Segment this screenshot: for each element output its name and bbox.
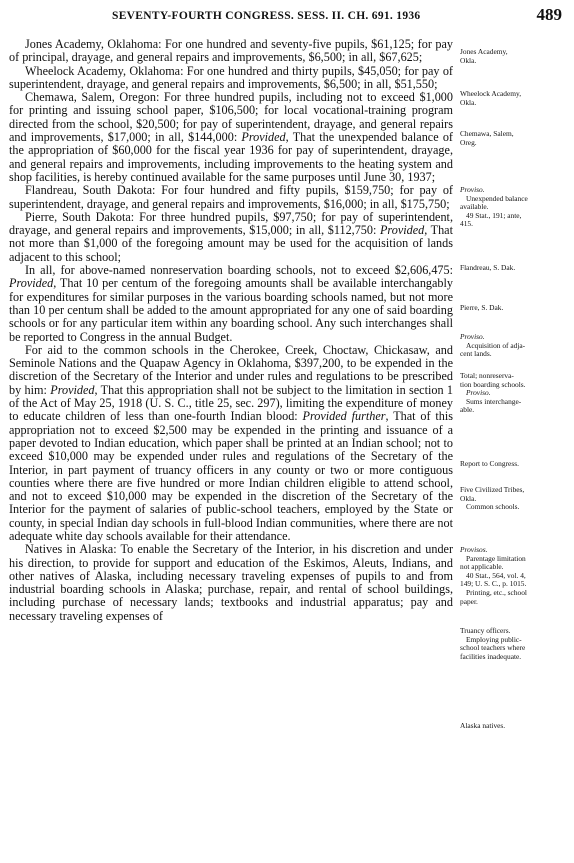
paragraph-pierre: Pierre, South Dakota: For three hundred pupils, $97,750; for pay of superintendent, drayage, and general repairs and improvements, $15,000; in all, $112,750: Provided, That not more than $1,000 of the foregoing amount may be used for the acquisition of lands adjacent to this school; xyxy=(9,209,453,264)
paragraph-alaska: Natives in Alaska: To enable the Secretary of the Interior, in his discretion and under his direction, to provide for support and education of the Eskimos, Aleuts, Indians, and other natives of Alaska, including necessary traveling expenses of pupils to and from industrial boarding schools in Alaska; purchase, repair, and rental of school buildings, including purchase of necessary lands; textbooks and industrial apparatus; pay and necessary traveling expenses of xyxy=(9,542,453,623)
paragraph-common-schools: For aid to the common schools in the Cherokee, Creek, Choctaw, Chickasaw, and Seminole Nations and the Quapaw Agency in Oklahoma, $397,200, to be expended in the discretion of the Secretary of the Interior and under rules and regulations to be prescribed by him: Provided, That this appropriation shall not be subject to the limitation in section 1 of the Act of May 25, 1918 (U. S. C., title 25, sec. 297), limiting the expenditure of money to educate children of less than one-fourth Indian blood: Provided further, That of this appropriation not to exceed $2,500 may be expended in the printing and issuance of a paper devoted to Indian education, which paper shall be printed at an Indian school; not to exceed $10,000 may be expended under rules and regulations of the Secretary of the Interior, in part payment of truancy officers in any county or two or more contiguous counties where there are five hundred or more Indian children eligible to attend school, and not to exceed $10,000 may be expended in the discretion of the Secretary of the Interior for the payment of salaries of public-school teachers, employed by the State or county, in special Indian day schools in full-blood Indian communities, where there are not adequate white day schools available for their attendance. xyxy=(9,342,454,543)
margin-note-alaska: Alaska natives. xyxy=(460,721,506,730)
page-header xyxy=(0,4,574,34)
margin-note-provisos: Provisos. Parentage limitation not applicable. 40 Stat., 564, vol. 4, 149; U. S. C., p. 1015. Printing, etc., school paper. xyxy=(460,545,527,606)
margin-note-jones: Jones Academy, Okla. xyxy=(460,47,508,65)
margin-note-report: Report to Congress. xyxy=(460,459,519,468)
paragraph-wheelock: Wheelock Academy, Oklahoma: For one hundred and thirty pupils, $45,050; for pay of superintendent, drayage, and general repairs and improvements, $6,500; in all, $51,550; xyxy=(9,63,453,91)
margin-note-proviso-1: Proviso. Unexpended balance available. 49 Stat., 191; ante, 415. xyxy=(460,185,528,229)
paragraph-chemawa: Chemawa, Salem, Oregon: For three hundred pupils, including not to exceed $1,000 for printing and issuing school paper, $106,500; for local vocational-training program directed from the school, $20,500; for pay of superintendent, drayage, and general repairs and improvements, $17,000; in all, $144,000: Provided, That the unexpended balance of the appropriation of $60,000 for the fiscal year 1936 for pay of superintendent, drayage, and general repairs and improvements, including improvements to the heating system and shop facilities, is hereby continued available for the same purposes until June 30, 1937; xyxy=(9,90,453,184)
margin-note-truancy: Truancy officers. Employing public- school teachers where facilities inadequate. xyxy=(460,626,526,661)
paragraph-flandreau: Flandreau, South Dakota: For four hundred and fifty pupils, $159,750; for pay of superintendent, drayage, and general repairs and improvements, $16,000; in all, $175,750; xyxy=(9,183,453,211)
margin-note-pierre: Pierre, S. Dak. xyxy=(460,303,504,312)
paragraph-jones: Jones Academy, Oklahoma: For one hundred and seventy-five pupils, $61,125; for pay of principal, drayage, and general repairs and improvements, $6,500; in all, $67,625; xyxy=(9,37,453,65)
margin-note-chemawa: Chemawa, Salem, Oreg. xyxy=(460,129,514,147)
margin-note-wheelock: Wheelock Academy, Okla. xyxy=(460,89,522,107)
paragraph-total: In all, for above-named nonreservation boarding schools, not to exceed $2,606,475: Provided, That 10 per centum of the foregoing amounts shall be available interchangably for expenditures for similar purposes in the various boarding schools named, but not more than 10 per centum shall be added to the amount appropriated for any one of said boarding schools or for any particular item within any boarding school. Any such interchanges shall be reported to Congress in the annual Budget. xyxy=(9,263,453,344)
margin-note-five-tribes: Five Civilized Tribes, Okla. Common schools. xyxy=(460,485,525,512)
margin-note-flandreau: Flandreau, S. Dak. xyxy=(460,263,516,272)
margin-note-proviso-2: Proviso. Acquisition of adja- cent lands. xyxy=(460,332,526,359)
page-number: 489 xyxy=(536,5,562,24)
running-head: SEVENTY-FOURTH CONGRESS. SESS. II. CH. 691. 1936 xyxy=(112,10,421,22)
margin-note-total: Total; nonreserva- tion boarding schools. Proviso. Sums interchange- able. xyxy=(460,371,526,415)
main-text xyxy=(9,38,453,623)
